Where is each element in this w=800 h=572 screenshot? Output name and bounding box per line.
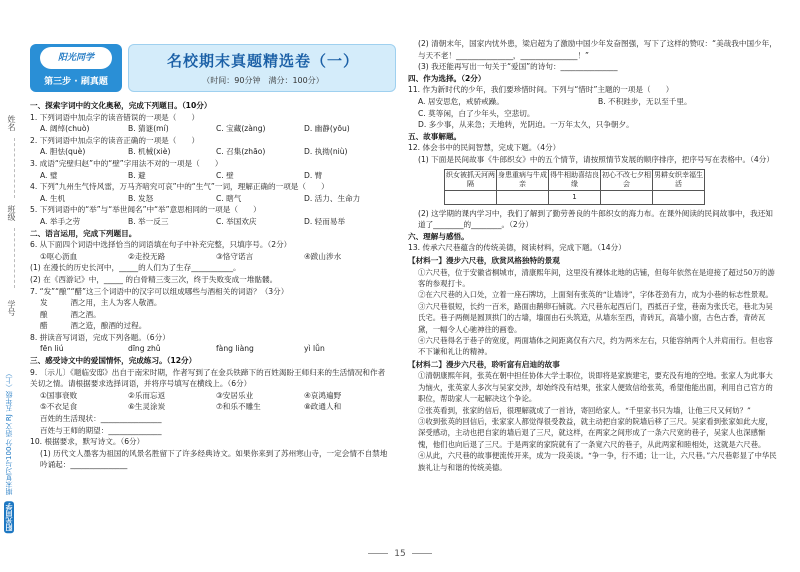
question-13: 13. 传承六尺巷蕴含的传统美德，阅读材料，完成下题。（14分）	[408, 243, 626, 253]
pinyin-row	[30, 343, 392, 355]
answer-cell[interactable]	[497, 190, 549, 204]
material-1-title: 【材料一】漫步六尺巷，欣赏风格独特的景观	[408, 255, 560, 265]
question-7: 7. “发”“酿”“醋”这三个词语中的汉字可以组成哪些与酒相关的词语？（3分）	[30, 286, 289, 296]
option: A. 阔绰(chuò)	[40, 124, 90, 134]
plot-cell: 男耕女织幸福生活	[653, 169, 705, 190]
question-12-part-1: (1) 下面是民间故事《牛郎织女》中的五个情节，请按照情节发展的顺序排序，把序号写在表格中。（4分）	[418, 154, 774, 164]
q7-row: 发 酒之用，主人为客人敬酒。	[40, 298, 162, 308]
margin-label-name: 姓名	[7, 115, 16, 131]
question-8: 8. 拼读音写词语，完成下列各题。（6分）	[30, 332, 170, 342]
question-11: 11. 作为新时代的少年，我们要珍惜时间。下列与“惜时”主题的一项是（ ）	[408, 85, 674, 95]
option: A. 举手之劳	[40, 216, 81, 226]
brand-badge: 阳光同学	[5, 503, 13, 532]
material-paragraph: ③六尺巷很短，长约一百米，路面由鹅卵石铺就。六尺巷东起西后门，西抵百子堂，巷南为张氏宅，巷北为吴氏宅。巷子两侧是圆顶拱门的古墙，墙面由石头筑造，从墙东至西，青砖瓦，高墙小窗，古色古香，青砖瓦黛，一幅令人心驰神往的画卷。	[418, 301, 773, 334]
answer-cell[interactable]	[653, 190, 705, 204]
option: D. 活力、生命力	[304, 193, 361, 203]
footer-rule	[412, 553, 432, 554]
plot-order-table	[444, 169, 705, 205]
option: A. 璧	[40, 170, 58, 180]
question-6-part-2[interactable]: (2) 在《西游记》中，_____ 的白骨精三变三次，终于失败变成一堆骷髅。	[30, 274, 278, 284]
material-paragraph: ③收到张英的回信后，张家家人都觉得很受教益，就主动把自家的院墙后移了三尺。吴家看到张家如此大度，深受感动，主动也把自家的墙后退了三尺，就这样，在两家之间形成了一条六尺宽的巷子，吴家人也深感惭愧，他们也向后退了三尺。于是两家的家院就有了一条宽六尺的巷子，从此两家和睦相处，这就是六尺巷。	[418, 416, 773, 449]
option: ⑧政通人和	[304, 402, 342, 412]
exam-header	[30, 40, 396, 94]
option: C. 举国欢庆	[216, 216, 257, 226]
options-4	[30, 193, 392, 205]
option: B. 举一反三	[128, 216, 169, 226]
question-10-part-3[interactable]: (3) 我还能再写出一句关于“爱国”的诗句：_______________	[418, 62, 618, 72]
page-number: 15	[394, 549, 406, 559]
series-text: 期末复习与100分 语文 RJ 五年级（上）	[5, 370, 13, 495]
options-3	[30, 170, 392, 182]
brand-logo: 阳光同学	[40, 47, 112, 69]
question-9: 9. 〔示儿〕《题临安邸》出自于南宋时期，作者写到了在金兵铁蹄下的百姓渴盼王师归来的生活情况和作者关切之情。请根据要求选择词语，并将序号填写在横线上。（6分）	[30, 367, 386, 389]
question-1: 1. 下列词语中加点字的读音错误的一项是（ ）	[30, 112, 200, 122]
option: C. 莫等闲，白了少年头，空悲切。	[418, 108, 535, 118]
option: D. 臂	[304, 170, 323, 180]
page-footer	[0, 549, 800, 559]
pinyin: fēn liú	[40, 344, 64, 354]
option: C. 召集(zhāo)	[216, 147, 266, 157]
exam-meta: （时间：90分钟 满分：100分）	[202, 76, 324, 85]
question-10: 10. 根据要求，默写诗文。（6分）	[30, 437, 145, 447]
option: ③恪守诺言	[216, 251, 254, 261]
option: ①国事衰败	[40, 390, 78, 400]
material-paragraph: ①六尺巷，位于安徽省桐城市，清康熙年间，这里没有裸体北地的店铺，但每年依然在是迎接了超过50万的游客的参观打卡。	[418, 267, 775, 288]
option: B. 发怒	[128, 193, 154, 203]
question-6: 6. 从下面四个词语中选择恰当的词语填在句子中补充完整，只填序号。（2分）	[30, 240, 292, 250]
option: C. 瞎气	[216, 193, 242, 203]
question-6-part-1[interactable]: (1) 在漫长的历史长河中，_____的人们为了生存___________。	[30, 263, 241, 273]
answer-line[interactable]: 百姓与王师的期望：______________	[40, 425, 162, 435]
section-heading: 三、感受诗文中的爱国情怀，完成练习。（12分）	[30, 356, 197, 366]
option: D. 轻而易举	[304, 216, 346, 226]
option: A. 胆怯(què)	[40, 147, 86, 157]
section-heading: 四、作为选择。（2分）	[408, 73, 486, 83]
option: A. 生机	[40, 193, 66, 203]
section-heading: 二、语言运用，完成下列题目。	[30, 228, 137, 238]
option: C. 宝藏(zàng)	[216, 124, 266, 134]
cut-line	[14, 138, 15, 198]
option: ②乐而忘返	[128, 390, 166, 400]
step-label: 第三步 · 刷真题	[44, 77, 108, 87]
question-2: 2. 下列词语中加点字的读音正确的一项是（ ）	[30, 135, 200, 145]
option: D. 多少事，从来急；天地转，光阴迫。一万年太久，只争朝夕。	[418, 120, 634, 130]
options-5	[30, 216, 392, 228]
plot-cell: 织女被抓天河两隔	[445, 169, 497, 190]
answer-cell[interactable]: 1	[549, 190, 601, 204]
question-4: 4. 下列“九州生气恃风雷，万马齐喑究可哀”中的“生气”一词，理解正确的一项是（ ）	[30, 182, 329, 192]
options-9a	[30, 390, 392, 402]
option: ④跋山涉水	[304, 251, 342, 261]
margin-label-id: 学号	[7, 300, 16, 316]
pinyin: yì lǚn	[304, 344, 325, 354]
option: A. 居安思危，戒骄戒躁。	[418, 96, 504, 106]
options-11a	[408, 96, 778, 108]
option: ①呕心沥血	[40, 251, 78, 261]
binding-margin	[0, 0, 26, 572]
plot-cell: 身患重病与牛成亲	[497, 169, 549, 190]
material-paragraph: ①清朝康熙年间，张英在朝中担任协体大学士职位，说即将是家族建宅，要充没有地的空地。张家人为此事大为恼火，张英家人多次与吴家交涉，却始终没有结果，张家人便致信给张英，希望他能出面，利用自己官方的职位，帮助家人一起解决这个争论。	[418, 371, 773, 404]
section-heading: 六、理解与感悟。	[408, 231, 469, 241]
section-heading: 五、故事解题。	[408, 131, 462, 141]
pinyin: dīng zhǔ	[128, 344, 161, 354]
option: B. 机械(xiè)	[128, 147, 171, 157]
material-paragraph: ②张英看到，张家的信后，很理解就成了一首诗，寄回给家人。“千里家书只为墙，让他三尺又何妨？”	[418, 405, 751, 415]
cut-line	[14, 228, 15, 288]
options-1	[30, 123, 392, 135]
answer-line[interactable]: 百姓的生活现状：________________	[40, 414, 162, 424]
options-2	[30, 146, 392, 158]
option: C. 壁	[216, 170, 234, 180]
option: D. 执拗(niù)	[304, 147, 348, 157]
option: ②走投无路	[128, 251, 166, 261]
material-2-title: 【材料二】漫步六尺巷，聆听富有启迪的故事	[408, 359, 560, 369]
option: B. 猜谜(mí)	[128, 124, 169, 134]
question-10-part-2[interactable]: (2) 清朝末年，国家内忧外患，梁启超为了激励中国少年发奋图强，写下了这样的赞叹：“美哉我中国少年，与天不老！_______________，_______________！”	[418, 39, 777, 60]
option: D. 幽静(yōu)	[304, 124, 350, 134]
option: ⑤不衣足食	[40, 402, 78, 412]
plot-cell: 得牛相助喜结良缘	[549, 169, 601, 190]
question-12-part-2[interactable]: (2) 这学期的课内学习中，我们了解到了勤劳善良的牛郎织女的海力布。在课外阅读的民间故事中，我还知道了________的________。（2分）	[418, 208, 773, 230]
question-12: 12. 体会书中的民间智慧，完成下题。（4分）	[408, 143, 561, 153]
answer-cell[interactable]	[601, 190, 653, 204]
series-label	[4, 370, 14, 533]
left-column	[30, 100, 392, 471]
material-paragraph: ②在六尺巷的入口处，立着一座石牌坊，上面刻有张英的“让墙诗”，字体苍劲有力，成为小巷的标志性景观。	[418, 290, 773, 300]
header-badge	[30, 44, 122, 92]
plot-cell: 初心不改七夕相会	[601, 169, 653, 190]
option: ④哀鸿遍野	[304, 390, 342, 400]
page-title: 名校期末真题精选卷（一）	[166, 52, 359, 70]
material-paragraph: ④从此，六尺巷的故事便流传开来，成为一段美谈。“争一争，行不通；让一让，六尺巷。”六尺巷彰显了中华民族礼让与和谐的传统美德。	[418, 451, 777, 472]
footer-rule	[368, 553, 388, 554]
margin-label-class: 班级	[7, 205, 16, 221]
title-box	[128, 44, 396, 92]
question-3: 3. 成语“完壁归赵”中的“壁”字用法不对的一项是（ ）	[30, 158, 223, 168]
question-10-part-1[interactable]: (1) 历代文人墨客为祖国的风景名胜留下了许多经典诗文。如果你来到了苏州寒山寺，一定会情不自禁地吟诵起：_______________	[40, 448, 388, 470]
pinyin: fàng liàng	[216, 344, 254, 354]
section-heading: 一、探索字词中的文化奥秘，完成下列题目。（10分）	[30, 101, 212, 110]
option: ⑥生灵涂炭	[128, 402, 166, 412]
option: ③安居乐业	[216, 390, 254, 400]
q7-row: 酿 酒之酒。	[40, 309, 101, 319]
options-6	[30, 251, 392, 263]
option: B. 避	[128, 170, 146, 180]
options-9b	[30, 401, 392, 413]
right-column	[408, 38, 778, 473]
question-5: 5. 下列词语中的“举”与“举世闻名”中“举”意思相同的一项是（ ）	[30, 205, 261, 215]
material-paragraph: ④六尺巷得名于巷子的宽度，两面墙体之间距离仅有六尺，约为两米左右，只能容纳两个人并肩而行。但也容不下谦和礼让的精神。	[418, 335, 773, 357]
option: ⑦和乐不雕生	[216, 402, 261, 412]
q7-row: 醋 酒之造，酿酒的过程。	[40, 321, 147, 331]
answer-cell[interactable]	[445, 190, 497, 204]
option: B. 不积跬步，无以至千里。	[598, 96, 692, 106]
